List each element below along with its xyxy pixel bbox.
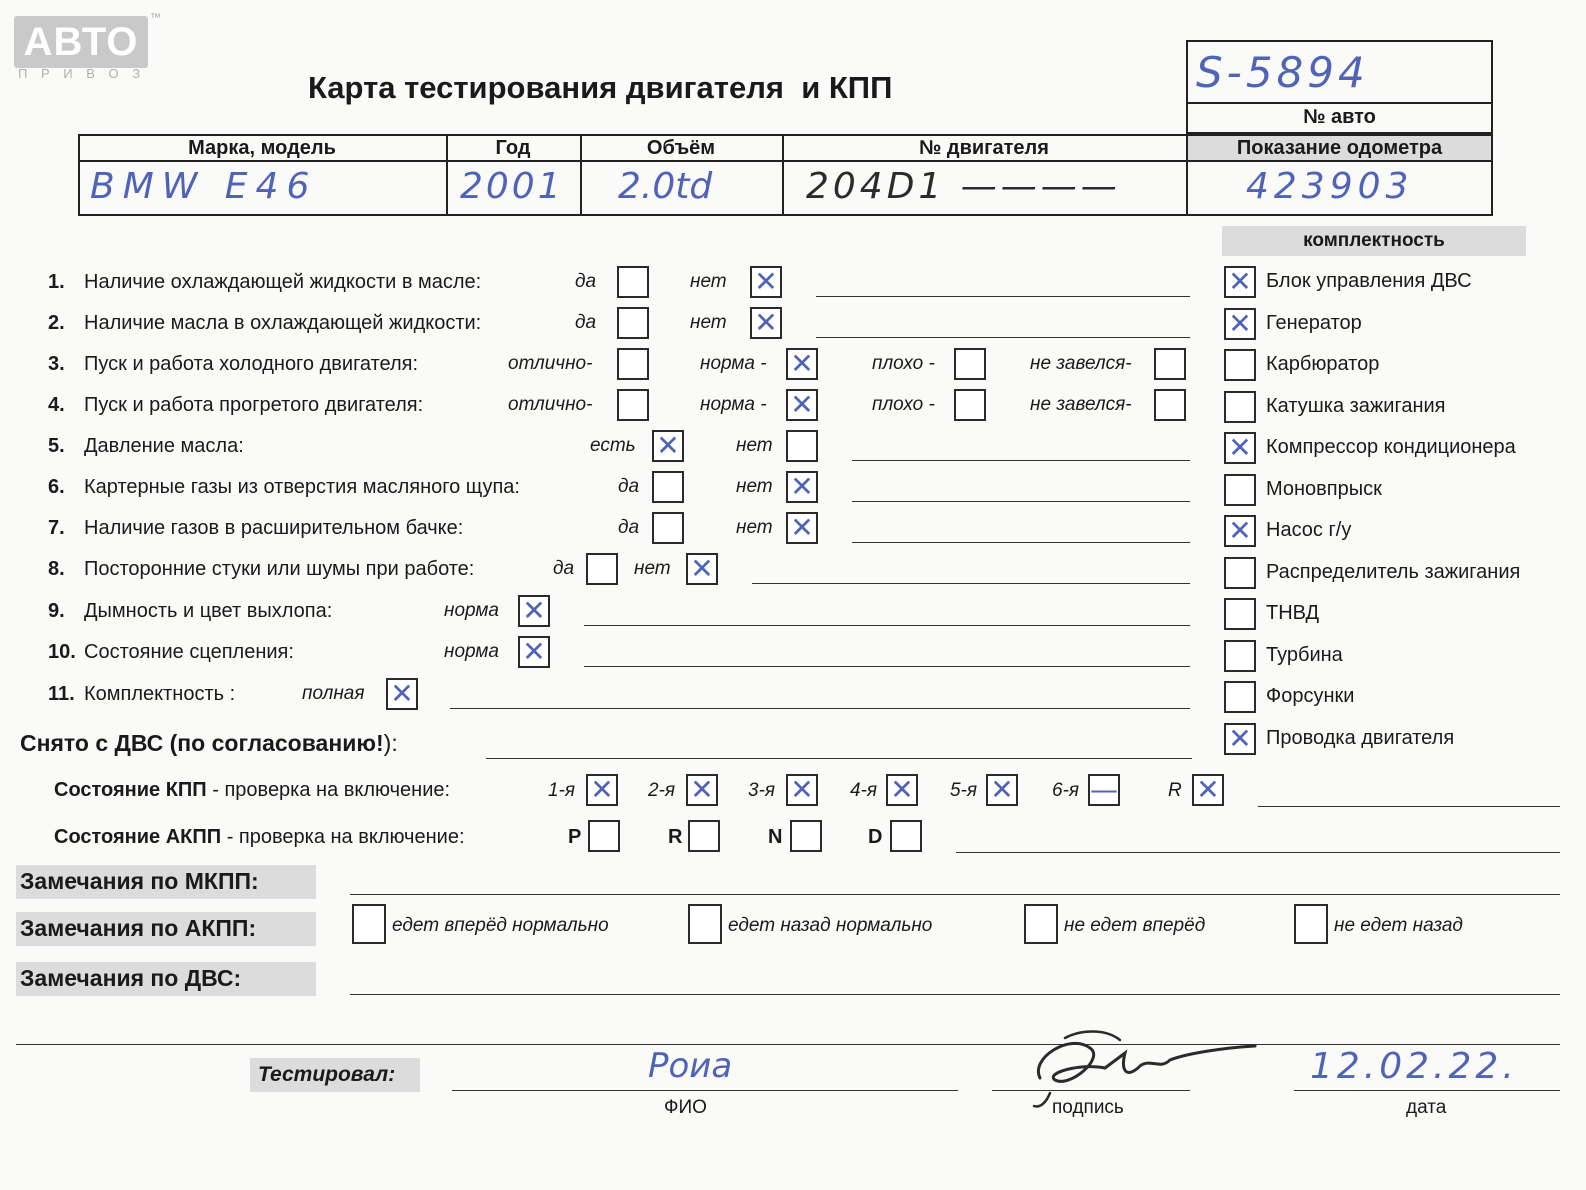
- option-checkbox[interactable]: [750, 307, 782, 339]
- akpp-remark-checkbox[interactable]: [352, 904, 386, 944]
- checkmark: ✕: [690, 773, 714, 806]
- option-checkbox[interactable]: [652, 512, 684, 544]
- remarks-dvs-line[interactable]: [350, 994, 1560, 995]
- remarks-mkpp-line[interactable]: [350, 894, 1560, 895]
- option-label: да: [553, 558, 575, 579]
- form-title: Карта тестирования двигателя и КПП: [308, 70, 893, 105]
- option-label: нет: [690, 312, 727, 333]
- akpp-label: Состояние АКПП - проверка на включение:: [54, 826, 465, 848]
- option-checkbox[interactable]: [686, 553, 718, 585]
- akpp-gear-checkbox[interactable]: [790, 820, 822, 852]
- completeness-checkbox[interactable]: [1224, 391, 1256, 423]
- checkmark: [1224, 391, 1256, 423]
- checkmark: [954, 348, 986, 380]
- notes-line[interactable]: [584, 625, 1190, 626]
- akpp-gear-label: P: [568, 826, 582, 848]
- option-checkbox[interactable]: [786, 430, 818, 462]
- checkmark: ✕: [990, 773, 1014, 806]
- checkmark: ✕: [590, 773, 614, 806]
- completeness-item-label: Турбина: [1266, 643, 1343, 666]
- option-checkbox[interactable]: [617, 266, 649, 298]
- checkmark: ✕: [790, 470, 814, 503]
- checkmark: ✕: [390, 677, 414, 710]
- question-number: 10.: [48, 641, 76, 663]
- option-label: нет: [736, 435, 773, 456]
- notes-line[interactable]: [852, 460, 1190, 461]
- checkmark: ✕: [790, 773, 814, 806]
- notes-line[interactable]: [450, 708, 1190, 709]
- completeness-checkbox[interactable]: [1224, 681, 1256, 713]
- completeness-item-label: Форсунки: [1266, 685, 1355, 707]
- completeness-checkbox[interactable]: [1224, 640, 1256, 672]
- removed-line[interactable]: [486, 758, 1192, 759]
- checkmark: [617, 348, 649, 380]
- kpp-label: Состояние КПП - проверка на включение:: [54, 779, 451, 801]
- question-text: Комплектность :: [84, 683, 236, 705]
- option-label: не завелся-: [1030, 353, 1132, 374]
- checkmark: ✕: [656, 429, 680, 462]
- option-label: да: [575, 312, 597, 333]
- checkmark: ✕: [1228, 721, 1252, 755]
- option-checkbox[interactable]: [586, 553, 618, 585]
- question-text: Пуск и работа прогретого двигателя:: [84, 394, 424, 416]
- completeness-item-label: Насос г/у: [1266, 519, 1352, 541]
- option-checkbox[interactable]: [954, 389, 986, 421]
- akpp-gear-checkbox[interactable]: [890, 820, 922, 852]
- checkmark: ✕: [1228, 514, 1252, 547]
- option-label: отлично-: [508, 353, 593, 374]
- completeness-checkbox[interactable]: [1224, 723, 1256, 755]
- checkmark: —: [1090, 773, 1118, 806]
- checkmark: ✕: [1228, 265, 1252, 298]
- stock-number-value: S-5894: [1196, 48, 1369, 97]
- checkmark: [588, 820, 620, 852]
- question-number: 4.: [48, 394, 65, 416]
- make-model-value: BMW E46: [90, 166, 318, 207]
- completeness-item-label: Распределитель зажигания: [1266, 560, 1521, 583]
- checkmark: ✕: [790, 511, 814, 544]
- question-number: 8.: [48, 558, 65, 580]
- option-label: есть: [590, 435, 636, 456]
- option-checkbox[interactable]: [750, 266, 782, 298]
- checkmark: ✕: [522, 635, 546, 668]
- akpp-gear-label: N: [768, 826, 783, 848]
- completeness-checkbox[interactable]: [1224, 557, 1256, 589]
- option-label: нет: [736, 517, 773, 538]
- option-label: норма: [444, 641, 499, 662]
- completeness-checkbox[interactable]: [1224, 474, 1256, 506]
- kpp-gear-checkbox[interactable]: [786, 774, 818, 806]
- tester-name-line[interactable]: [452, 1090, 958, 1091]
- completeness-item-label: Генератор: [1266, 311, 1362, 334]
- akpp-gear-checkbox[interactable]: [588, 820, 620, 852]
- question-number: 3.: [48, 353, 65, 375]
- checkmark: [617, 266, 649, 298]
- completeness-checkbox[interactable]: [1224, 598, 1256, 630]
- checkmark: [890, 820, 922, 852]
- kpp-gear-checkbox[interactable]: [1192, 774, 1224, 806]
- date-value: 12.02.22.: [1310, 1046, 1518, 1087]
- question-number: 7.: [48, 517, 65, 539]
- question-number: 11.: [48, 683, 75, 705]
- kpp-gear-checkbox[interactable]: [1088, 774, 1120, 806]
- option-checkbox[interactable]: [652, 471, 684, 503]
- option-label: нет: [634, 558, 671, 579]
- akpp-remark-label: едет вперёд нормально: [392, 915, 609, 936]
- option-checkbox[interactable]: [1154, 389, 1186, 421]
- kpp-gear-label: 5-я: [950, 780, 978, 801]
- remarks-dvs-label: Замечания по ДВС:: [20, 965, 242, 991]
- completeness-item-label: Проводка двигателя: [1266, 726, 1455, 749]
- header-odometer: Показание одометра: [1236, 137, 1443, 159]
- option-checkbox[interactable]: [786, 471, 818, 503]
- notes-line[interactable]: [752, 583, 1190, 584]
- completeness-checkbox[interactable]: [1224, 266, 1256, 298]
- checkmark: ✕: [754, 306, 778, 339]
- checkmark: [586, 553, 618, 585]
- signature-caption: подпись: [1052, 1097, 1124, 1118]
- kpp-gear-checkbox[interactable]: [986, 774, 1018, 806]
- option-label: норма: [444, 600, 499, 621]
- question-text: Наличие масла в охлаждающей жидкости:: [84, 312, 482, 334]
- option-checkbox[interactable]: [617, 348, 649, 380]
- kpp-gear-label: R: [1168, 780, 1182, 801]
- option-label: норма -: [700, 394, 767, 415]
- completeness-item-label: ТНВД: [1266, 602, 1320, 624]
- checkmark: [786, 430, 818, 462]
- header-engine-number: № двигателя: [919, 137, 1049, 159]
- tester-name-value: Роиа: [648, 1046, 733, 1086]
- kpp-gear-checkbox[interactable]: [686, 774, 718, 806]
- akpp-remark-checkbox[interactable]: [688, 904, 722, 944]
- akpp-remark-label: не едет назад: [1334, 915, 1463, 936]
- checkmark: [790, 820, 822, 852]
- kpp-gear-label: 1-я: [548, 780, 576, 801]
- question-text: Состояние сцепления:: [84, 641, 294, 663]
- signature-image: [1010, 1018, 1270, 1113]
- checkmark: [652, 512, 684, 544]
- remarks-akpp-label: Замечания по АКПП:: [20, 915, 257, 941]
- checkmark: [1224, 640, 1256, 672]
- avtoprivoz-logo: [14, 16, 148, 68]
- volume-value: 2.0td: [618, 166, 713, 207]
- year-value: 2001: [460, 166, 564, 207]
- checkmark: [1154, 389, 1186, 421]
- completeness-item-label: Моновпрыск: [1266, 477, 1382, 500]
- completeness-checkbox[interactable]: [1224, 308, 1256, 340]
- header-volume: Объём: [646, 137, 716, 159]
- option-checkbox[interactable]: [518, 595, 550, 627]
- checkmark: ✕: [1228, 306, 1252, 340]
- option-label: плохо -: [872, 353, 935, 374]
- notes-line[interactable]: [852, 542, 1190, 543]
- checkmark: [617, 307, 649, 339]
- checkmark: [617, 389, 649, 421]
- header-make-model: Марка, модель: [188, 137, 336, 159]
- tester-name-caption: ФИО: [664, 1097, 707, 1118]
- notes-line[interactable]: [816, 296, 1190, 297]
- question-number: 1.: [48, 271, 65, 293]
- checkmark: ✕: [690, 552, 714, 585]
- option-checkbox[interactable]: [518, 636, 550, 668]
- checkmark: ✕: [754, 265, 778, 298]
- option-label: плохо -: [872, 394, 935, 415]
- checkmark: ✕: [790, 388, 814, 421]
- option-checkbox[interactable]: [786, 512, 818, 544]
- engine-number-value: 204D1 ————: [806, 166, 1121, 207]
- completeness-checkbox[interactable]: [1224, 432, 1256, 464]
- kpp-gear-checkbox[interactable]: [586, 774, 618, 806]
- question-text: Давление масла:: [84, 435, 244, 457]
- checkmark: [954, 389, 986, 421]
- checkmark: ✕: [1196, 773, 1220, 806]
- checkmark: ✕: [790, 347, 814, 380]
- question-text: Наличие газов в расширительном бачке:: [84, 517, 464, 539]
- akpp-remark-label: едет назад нормально: [728, 915, 933, 936]
- kpp-gear-label: 2-я: [648, 780, 676, 801]
- completeness-item-label: Карбюратор: [1266, 353, 1380, 375]
- checkmark: [1224, 474, 1256, 506]
- option-checkbox[interactable]: [617, 389, 649, 421]
- date-caption: дата: [1406, 1097, 1447, 1118]
- kpp-gear-label: 4-я: [850, 780, 878, 801]
- checkmark: [1224, 349, 1256, 381]
- option-label: не завелся-: [1030, 394, 1132, 415]
- kpp-gear-label: 6-я: [1052, 780, 1080, 801]
- date-line[interactable]: [1294, 1090, 1560, 1091]
- option-label: норма -: [700, 353, 767, 374]
- option-checkbox[interactable]: [786, 348, 818, 380]
- option-label: полная: [302, 683, 365, 704]
- completeness-checkbox[interactable]: [1224, 349, 1256, 381]
- remarks-mkpp-label: Замечания по МКПП:: [20, 868, 259, 894]
- checkmark: [1224, 557, 1256, 589]
- checkmark: ✕: [1228, 431, 1252, 464]
- kpp-gear-checkbox[interactable]: [886, 774, 918, 806]
- option-checkbox[interactable]: [954, 348, 986, 380]
- akpp-remark-label: не едет вперёд: [1064, 915, 1206, 936]
- option-checkbox[interactable]: [386, 678, 418, 710]
- option-label: да: [618, 517, 640, 538]
- question-text: Пуск и работа холодного двигателя:: [84, 353, 419, 375]
- akpp-remark-checkbox[interactable]: [1024, 904, 1058, 944]
- logo-text: АВТО: [23, 20, 139, 64]
- question-number: 2.: [48, 312, 65, 334]
- option-label: да: [575, 271, 597, 292]
- question-number: 5.: [48, 435, 65, 457]
- completeness-item-label: Блок управления ДВС: [1266, 270, 1472, 292]
- option-label: да: [618, 476, 640, 497]
- checkmark: [1224, 681, 1256, 713]
- checkmark: ✕: [890, 773, 914, 806]
- option-label: нет: [736, 476, 773, 497]
- checkmark: [1154, 348, 1186, 380]
- stock-number-label: № авто: [1303, 106, 1376, 128]
- notes-line[interactable]: [816, 337, 1190, 338]
- akpp-gear-label: D: [868, 826, 883, 848]
- checkmark: [1224, 598, 1256, 630]
- option-checkbox[interactable]: [652, 430, 684, 462]
- removed-label: Снято с ДВС (по согласованию!):: [20, 730, 398, 756]
- logo-subtitle: П Р И В О З: [18, 66, 146, 81]
- checkmark: [688, 820, 720, 852]
- odometer-value: 423903: [1246, 166, 1414, 207]
- notes-line[interactable]: [584, 666, 1190, 667]
- completeness-item-label: Компрессор кондиционера: [1266, 436, 1516, 458]
- option-checkbox[interactable]: [617, 307, 649, 339]
- checkmark: [652, 471, 684, 503]
- akpp-remark-checkbox[interactable]: [1294, 904, 1328, 944]
- akpp-gear-checkbox[interactable]: [688, 820, 720, 852]
- option-checkbox[interactable]: [1154, 348, 1186, 380]
- option-label: нет: [690, 271, 727, 292]
- akpp-gear-label: R: [668, 826, 683, 848]
- question-text: Дымность и цвет выхлопа:: [84, 600, 333, 622]
- signature-line[interactable]: [992, 1090, 1190, 1091]
- kpp-gear-label: 3-я: [748, 780, 776, 801]
- question-text: Наличие охлаждающей жидкости в масле:: [84, 271, 482, 293]
- question-text: Картерные газы из отверстия масляного щупа:: [84, 476, 520, 498]
- logo-tm: ™: [150, 12, 161, 24]
- checkmark: ✕: [522, 594, 546, 627]
- notes-line[interactable]: [852, 501, 1190, 502]
- question-number: 9.: [48, 600, 65, 622]
- tested-by-label: Тестировал:: [258, 1063, 396, 1086]
- question-text: Посторонние стуки или шумы при работе:: [84, 558, 475, 580]
- question-number: 6.: [48, 476, 65, 498]
- completeness-title: комплектность: [1303, 230, 1445, 251]
- header-year: Год: [495, 137, 531, 159]
- option-label: отлично-: [508, 394, 593, 415]
- completeness-checkbox[interactable]: [1224, 515, 1256, 547]
- option-checkbox[interactable]: [786, 389, 818, 421]
- completeness-item-label: Катушка зажигания: [1266, 394, 1446, 417]
